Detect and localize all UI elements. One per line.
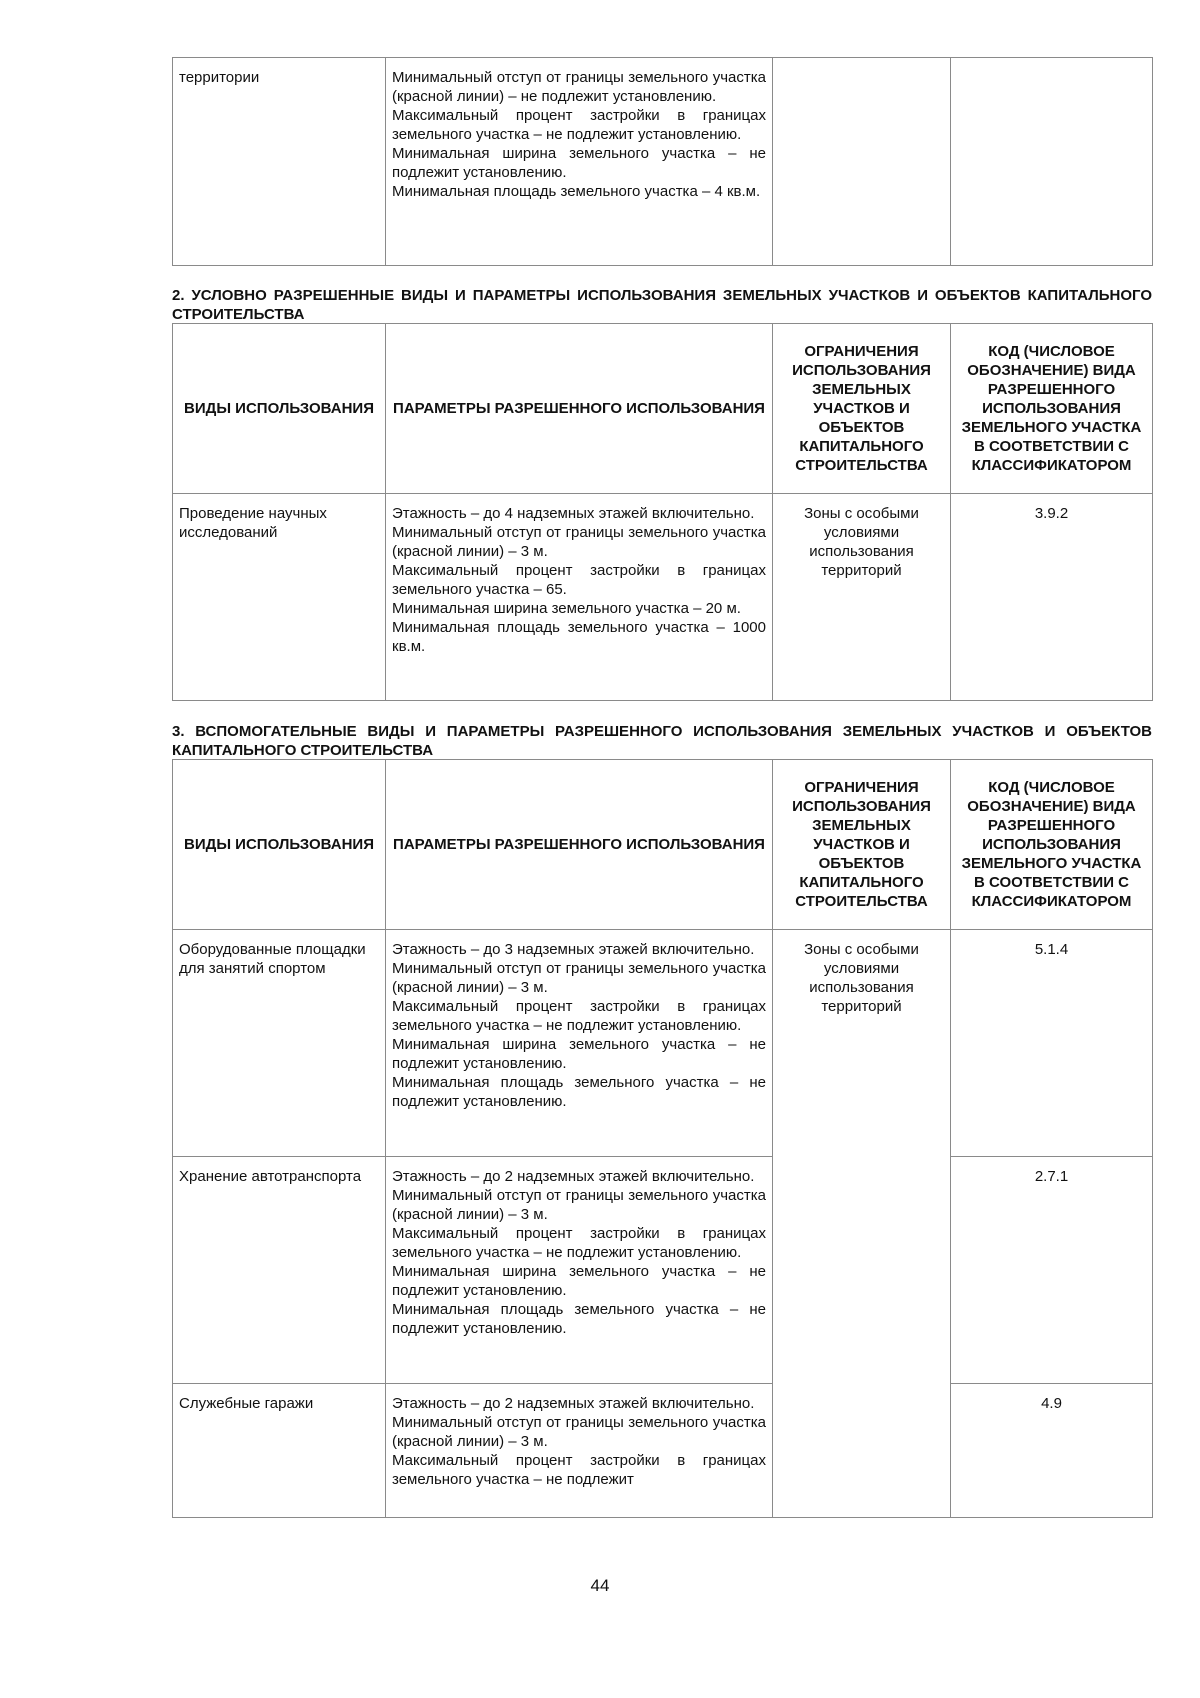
param-line: Этажность – до 2 надземных этажей включительно. — [392, 1395, 755, 1412]
param-line: Максимальный процент застройки в границах земельного участка – не подлежит установлению. — [392, 1225, 766, 1261]
section-3-table — [172, 759, 1153, 1518]
continuation-table — [172, 57, 1153, 266]
header-use-type: ВИДЫ ИСПОЛЬЗОВАНИЯ — [173, 760, 386, 930]
param-line: Минимальная площадь земельного участка – не подлежит установлению. — [392, 1074, 766, 1110]
table-header-row — [173, 324, 1153, 494]
param-line: Минимальная ширина земельного участка – не подлежит установлению. — [392, 1036, 766, 1072]
param-line: Минимальный отступ от границы земельного участка (красной линии) – 3 м. — [392, 1187, 766, 1223]
page-number: 44 — [590, 1576, 610, 1595]
param-line: Максимальный процент застройки в границах земельного участка – не подлежит установлению. — [392, 998, 766, 1034]
table-row — [173, 58, 1153, 266]
section-2-table — [172, 323, 1153, 701]
table-row — [173, 494, 1153, 701]
code-cell — [951, 58, 1153, 266]
param-line: Этажность – до 4 надземных этажей включительно. — [392, 505, 755, 522]
param-line: Этажность – до 3 надземных этажей включительно. — [392, 941, 755, 958]
param-line: Минимальный отступ от границы земельного участка (красной линии) – 3 м. — [392, 524, 766, 560]
code-cell: 3.9.2 — [951, 494, 1153, 701]
param-line: Минимальная ширина земельного участка – не подлежит установлению. — [392, 145, 766, 181]
param-line: Этажность – до 2 надземных этажей включительно. — [392, 1168, 755, 1185]
header-params: ПАРАМЕТРЫ РАЗРЕШЕННОГО ИСПОЛЬЗОВАНИЯ — [386, 324, 773, 494]
section-3-heading: 3. ВСПОМОГАТЕЛЬНЫЕ ВИДЫ И ПАРАМЕТРЫ РАЗРЕШЕННОГО ИСПОЛЬЗОВАНИЯ ЗЕМЕЛЬНЫХ УЧАСТКОВ И ОБЪЕКТОВ КАПИТАЛЬНОГО СТРОИТЕЛЬСТВА — [172, 723, 1152, 759]
header-restrictions: ОГРАНИЧЕНИЯ ИСПОЛЬЗОВАНИЯ ЗЕМЕЛЬНЫХ УЧАСТКОВ И ОБЪЕКТОВ КАПИТАЛЬНОГО СТРОИТЕЛЬСТВА — [773, 324, 951, 494]
param-line: Минимальная ширина земельного участка – 20 м. — [392, 600, 741, 617]
code-cell: 2.7.1 — [951, 1157, 1153, 1384]
table-header-row — [173, 760, 1153, 930]
header-code: КОД (ЧИСЛОВОЕ ОБОЗНАЧЕНИЕ) ВИДА РАЗРЕШЕННОГО ИСПОЛЬЗОВАНИЯ ЗЕМЕЛЬНОГО УЧАСТКА В СООТВЕТСТВИИ С КЛАССИФИКАТОРОМ — [951, 760, 1153, 930]
param-line: Минимальная ширина земельного участка – не подлежит установлению. — [392, 1263, 766, 1299]
params-cell — [386, 58, 773, 266]
header-use-type: ВИДЫ ИСПОЛЬЗОВАНИЯ — [173, 324, 386, 494]
table-row — [173, 1384, 1153, 1518]
param-line: Максимальный процент застройки в границах земельного участка – не подлежит — [392, 1452, 766, 1488]
param-line: Минимальный отступ от границы земельного участка (красной линии) – не подлежит установлению. — [392, 69, 766, 105]
table-row — [173, 930, 1153, 1157]
params-cell — [386, 1157, 773, 1384]
param-line: Минимальная площадь земельного участка – 1000 кв.м. — [392, 619, 766, 655]
code-cell: 4.9 — [951, 1384, 1153, 1518]
param-line: Максимальный процент застройки в границах земельного участка – 65. — [392, 562, 766, 598]
header-params: ПАРАМЕТРЫ РАЗРЕШЕННОГО ИСПОЛЬЗОВАНИЯ — [386, 760, 773, 930]
params-cell — [386, 1384, 773, 1518]
param-line: Минимальная площадь земельного участка – не подлежит установлению. — [392, 1301, 766, 1337]
header-restrictions: ОГРАНИЧЕНИЯ ИСПОЛЬЗОВАНИЯ ЗЕМЕЛЬНЫХ УЧАСТКОВ И ОБЪЕКТОВ КАПИТАЛЬНОГО СТРОИТЕЛЬСТВА — [773, 760, 951, 930]
use-type-cell: Оборудованные площадки для занятий спортом — [173, 930, 386, 1157]
use-type-cell: территории — [173, 58, 386, 266]
use-type-cell: Проведение научных исследований — [173, 494, 386, 701]
restrictions-cell: Зоны с особыми условиями использования территорий — [773, 930, 951, 1518]
param-line: Минимальная площадь земельного участка – 4 кв.м. — [392, 183, 761, 200]
params-cell — [386, 494, 773, 701]
param-line: Минимальный отступ от границы земельного участка (красной линии) – 3 м. — [392, 960, 766, 996]
section-2-heading: 2. УСЛОВНО РАЗРЕШЕННЫЕ ВИДЫ И ПАРАМЕТРЫ ИСПОЛЬЗОВАНИЯ ЗЕМЕЛЬНЫХ УЧАСТКОВ И ОБЪЕКТОВ КАПИТАЛЬНОГО СТРОИТЕЛЬСТВА — [172, 287, 1152, 323]
param-line: Максимальный процент застройки в границах земельного участка – не подлежит установлению. — [392, 107, 766, 143]
restrictions-cell — [773, 58, 951, 266]
use-type-cell: Служебные гаражи — [173, 1384, 386, 1518]
params-cell — [386, 930, 773, 1157]
table-row — [173, 1157, 1153, 1384]
restrictions-cell: Зоны с особыми условиями использования территорий — [773, 494, 951, 701]
param-line: Минимальный отступ от границы земельного участка (красной линии) – 3 м. — [392, 1414, 766, 1450]
code-cell: 5.1.4 — [951, 930, 1153, 1157]
use-type-cell: Хранение автотранспорта — [173, 1157, 386, 1384]
header-code: КОД (ЧИСЛОВОЕ ОБОЗНАЧЕНИЕ) ВИДА РАЗРЕШЕННОГО ИСПОЛЬЗОВАНИЯ ЗЕМЕЛЬНОГО УЧАСТКА В СООТВЕТСТВИИ С КЛАССИФИКАТОРОМ — [951, 324, 1153, 494]
